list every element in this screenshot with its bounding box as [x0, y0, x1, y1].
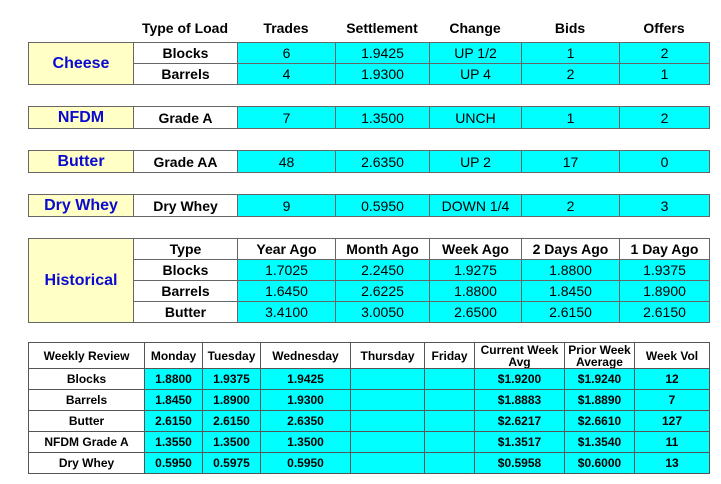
butter-label: Butter — [29, 151, 134, 173]
historical-label: Historical — [29, 239, 134, 323]
weekly-header-tuesday: Tuesday — [203, 343, 261, 369]
cheese-blocks-type: Blocks — [134, 43, 238, 64]
header-trades: Trades — [263, 20, 309, 36]
weekly-cell: $1.8890 — [565, 390, 635, 411]
dry-whey-settlement: 0.5950 — [336, 195, 430, 217]
historical-cell: 1.7025 — [238, 260, 336, 281]
weekly-cell: $1.3540 — [565, 432, 635, 453]
weekly-cell: 7 — [635, 390, 710, 411]
dry-whey-trades: 9 — [238, 195, 336, 217]
weekly-cell: 1.3500 — [261, 432, 351, 453]
weekly-cell — [351, 453, 425, 474]
weekly-row-label: Blocks — [29, 369, 145, 390]
historical-header-year-ago: Year Ago — [238, 239, 336, 260]
cheese-blocks-trades: 6 — [238, 43, 336, 64]
weekly-row-label: Barrels — [29, 390, 145, 411]
weekly-cell: $1.8883 — [475, 390, 565, 411]
header-bids: Bids — [554, 20, 586, 36]
weekly-cell: 12 — [635, 369, 710, 390]
weekly-cell: $1.9240 — [565, 369, 635, 390]
cheese-blocks-offers: 2 — [620, 43, 710, 64]
weekly-cell — [425, 390, 475, 411]
cheese-barrels-type: Barrels — [134, 64, 238, 85]
weekly-cell: $2.6610 — [565, 411, 635, 432]
historical-cell: 2.6150 — [620, 302, 710, 323]
nfdm-change: UNCH — [430, 107, 522, 129]
weekly-cell: 1.9300 — [261, 390, 351, 411]
weekly-header-friday: Friday — [425, 343, 475, 369]
historical-cell: 1.8900 — [620, 281, 710, 302]
weekly-header-current-week-avg: Current Week Avg — [475, 343, 565, 369]
historical-cell: 2.6225 — [336, 281, 430, 302]
weekly-cell: $0.5958 — [475, 453, 565, 474]
historical-cell: 3.0050 — [336, 302, 430, 323]
dry-whey-bids: 2 — [522, 195, 620, 217]
cheese-barrels-trades: 4 — [238, 64, 336, 85]
weekly-header-review: Weekly Review — [29, 343, 145, 369]
dry-whey-type: Dry Whey — [134, 195, 238, 217]
cheese-blocks-change: UP 1/2 — [430, 43, 522, 64]
nfdm-table — [28, 106, 710, 129]
butter-table — [28, 150, 710, 173]
weekly-cell: 2.6350 — [261, 411, 351, 432]
dry-whey-table — [28, 194, 710, 217]
weekly-cell — [425, 411, 475, 432]
weekly-cell — [351, 432, 425, 453]
header-type-of-load: Type of Load — [141, 20, 229, 36]
weekly-cell: 1.8800 — [145, 369, 203, 390]
weekly-cell: 127 — [635, 411, 710, 432]
weekly-cell: 1.8450 — [145, 390, 203, 411]
weekly-cell: 1.3550 — [145, 432, 203, 453]
cheese-label: Cheese — [29, 43, 134, 85]
historical-cell: 2.6500 — [430, 302, 522, 323]
historical-cell: 1.8800 — [430, 281, 522, 302]
weekly-cell: 2.6150 — [203, 411, 261, 432]
nfdm-label: NFDM — [29, 107, 134, 129]
weekly-cell: $0.6000 — [565, 453, 635, 474]
historical-header-type: Type — [134, 239, 238, 260]
weekly-header-thursday: Thursday — [351, 343, 425, 369]
historical-cell: 2.2450 — [336, 260, 430, 281]
weekly-cell — [351, 369, 425, 390]
historical-header-month-ago: Month Ago — [336, 239, 430, 260]
butter-trades: 48 — [238, 151, 336, 173]
weekly-cell: 1.3500 — [203, 432, 261, 453]
weekly-row-label: NFDM Grade A — [29, 432, 145, 453]
historical-cell: 1.9275 — [430, 260, 522, 281]
weekly-cell: 1.9425 — [261, 369, 351, 390]
header-offers: Offers — [643, 20, 685, 36]
cheese-blocks-bids: 1 — [522, 43, 620, 64]
butter-bids: 17 — [522, 151, 620, 173]
dry-whey-label: Dry Whey — [29, 195, 134, 217]
cheese-blocks-settlement: 1.9425 — [336, 43, 430, 64]
nfdm-offers: 2 — [620, 107, 710, 129]
butter-change: UP 2 — [430, 151, 522, 173]
weekly-review-table — [28, 342, 710, 474]
nfdm-settlement: 1.3500 — [336, 107, 430, 129]
historical-cell: 1.6450 — [238, 281, 336, 302]
weekly-cell: 0.5975 — [203, 453, 261, 474]
cheese-barrels-bids: 2 — [522, 64, 620, 85]
nfdm-type: Grade A — [134, 107, 238, 129]
historical-header-week-ago: Week Ago — [430, 239, 522, 260]
butter-type: Grade AA — [134, 151, 238, 173]
nfdm-trades: 7 — [238, 107, 336, 129]
dry-whey-change: DOWN 1/4 — [430, 195, 522, 217]
weekly-cell: 1.9375 — [203, 369, 261, 390]
weekly-cell: 0.5950 — [261, 453, 351, 474]
weekly-cell: $1.3517 — [475, 432, 565, 453]
weekly-cell: 0.5950 — [145, 453, 203, 474]
weekly-cell — [425, 369, 475, 390]
weekly-cell: $1.9200 — [475, 369, 565, 390]
cheese-barrels-offers: 1 — [620, 64, 710, 85]
historical-row-type: Blocks — [134, 260, 238, 281]
weekly-cell — [425, 432, 475, 453]
weekly-cell: 11 — [635, 432, 710, 453]
historical-header-2-days-ago: 2 Days Ago — [522, 239, 620, 260]
weekly-cell: 1.8900 — [203, 390, 261, 411]
historical-row-type: Barrels — [134, 281, 238, 302]
historical-cell: 3.4100 — [238, 302, 336, 323]
nfdm-bids: 1 — [522, 107, 620, 129]
weekly-cell: 2.6150 — [145, 411, 203, 432]
cheese-barrels-settlement: 1.9300 — [336, 64, 430, 85]
historical-row-type: Butter — [134, 302, 238, 323]
historical-table — [28, 238, 710, 323]
cheese-barrels-change: UP 4 — [430, 64, 522, 85]
historical-cell: 1.8450 — [522, 281, 620, 302]
butter-settlement: 2.6350 — [336, 151, 430, 173]
weekly-cell — [351, 390, 425, 411]
weekly-row-label: Butter — [29, 411, 145, 432]
cheese-table — [28, 42, 710, 85]
header-settlement: Settlement — [346, 20, 418, 36]
header-change: Change — [449, 20, 501, 36]
weekly-cell — [351, 411, 425, 432]
weekly-cell: $2.6217 — [475, 411, 565, 432]
historical-cell: 1.8800 — [522, 260, 620, 281]
weekly-header-week-vol: Week Vol — [635, 343, 710, 369]
historical-cell: 1.9375 — [620, 260, 710, 281]
weekly-header-prior-week-average: Prior Week Average — [565, 343, 635, 369]
historical-cell: 2.6150 — [522, 302, 620, 323]
butter-offers: 0 — [620, 151, 710, 173]
weekly-header-wednesday: Wednesday — [261, 343, 351, 369]
dry-whey-offers: 3 — [620, 195, 710, 217]
historical-header-1-day-ago: 1 Day Ago — [620, 239, 710, 260]
weekly-row-label: Dry Whey — [29, 453, 145, 474]
weekly-header-monday: Monday — [145, 343, 203, 369]
weekly-cell: 13 — [635, 453, 710, 474]
weekly-cell — [425, 453, 475, 474]
